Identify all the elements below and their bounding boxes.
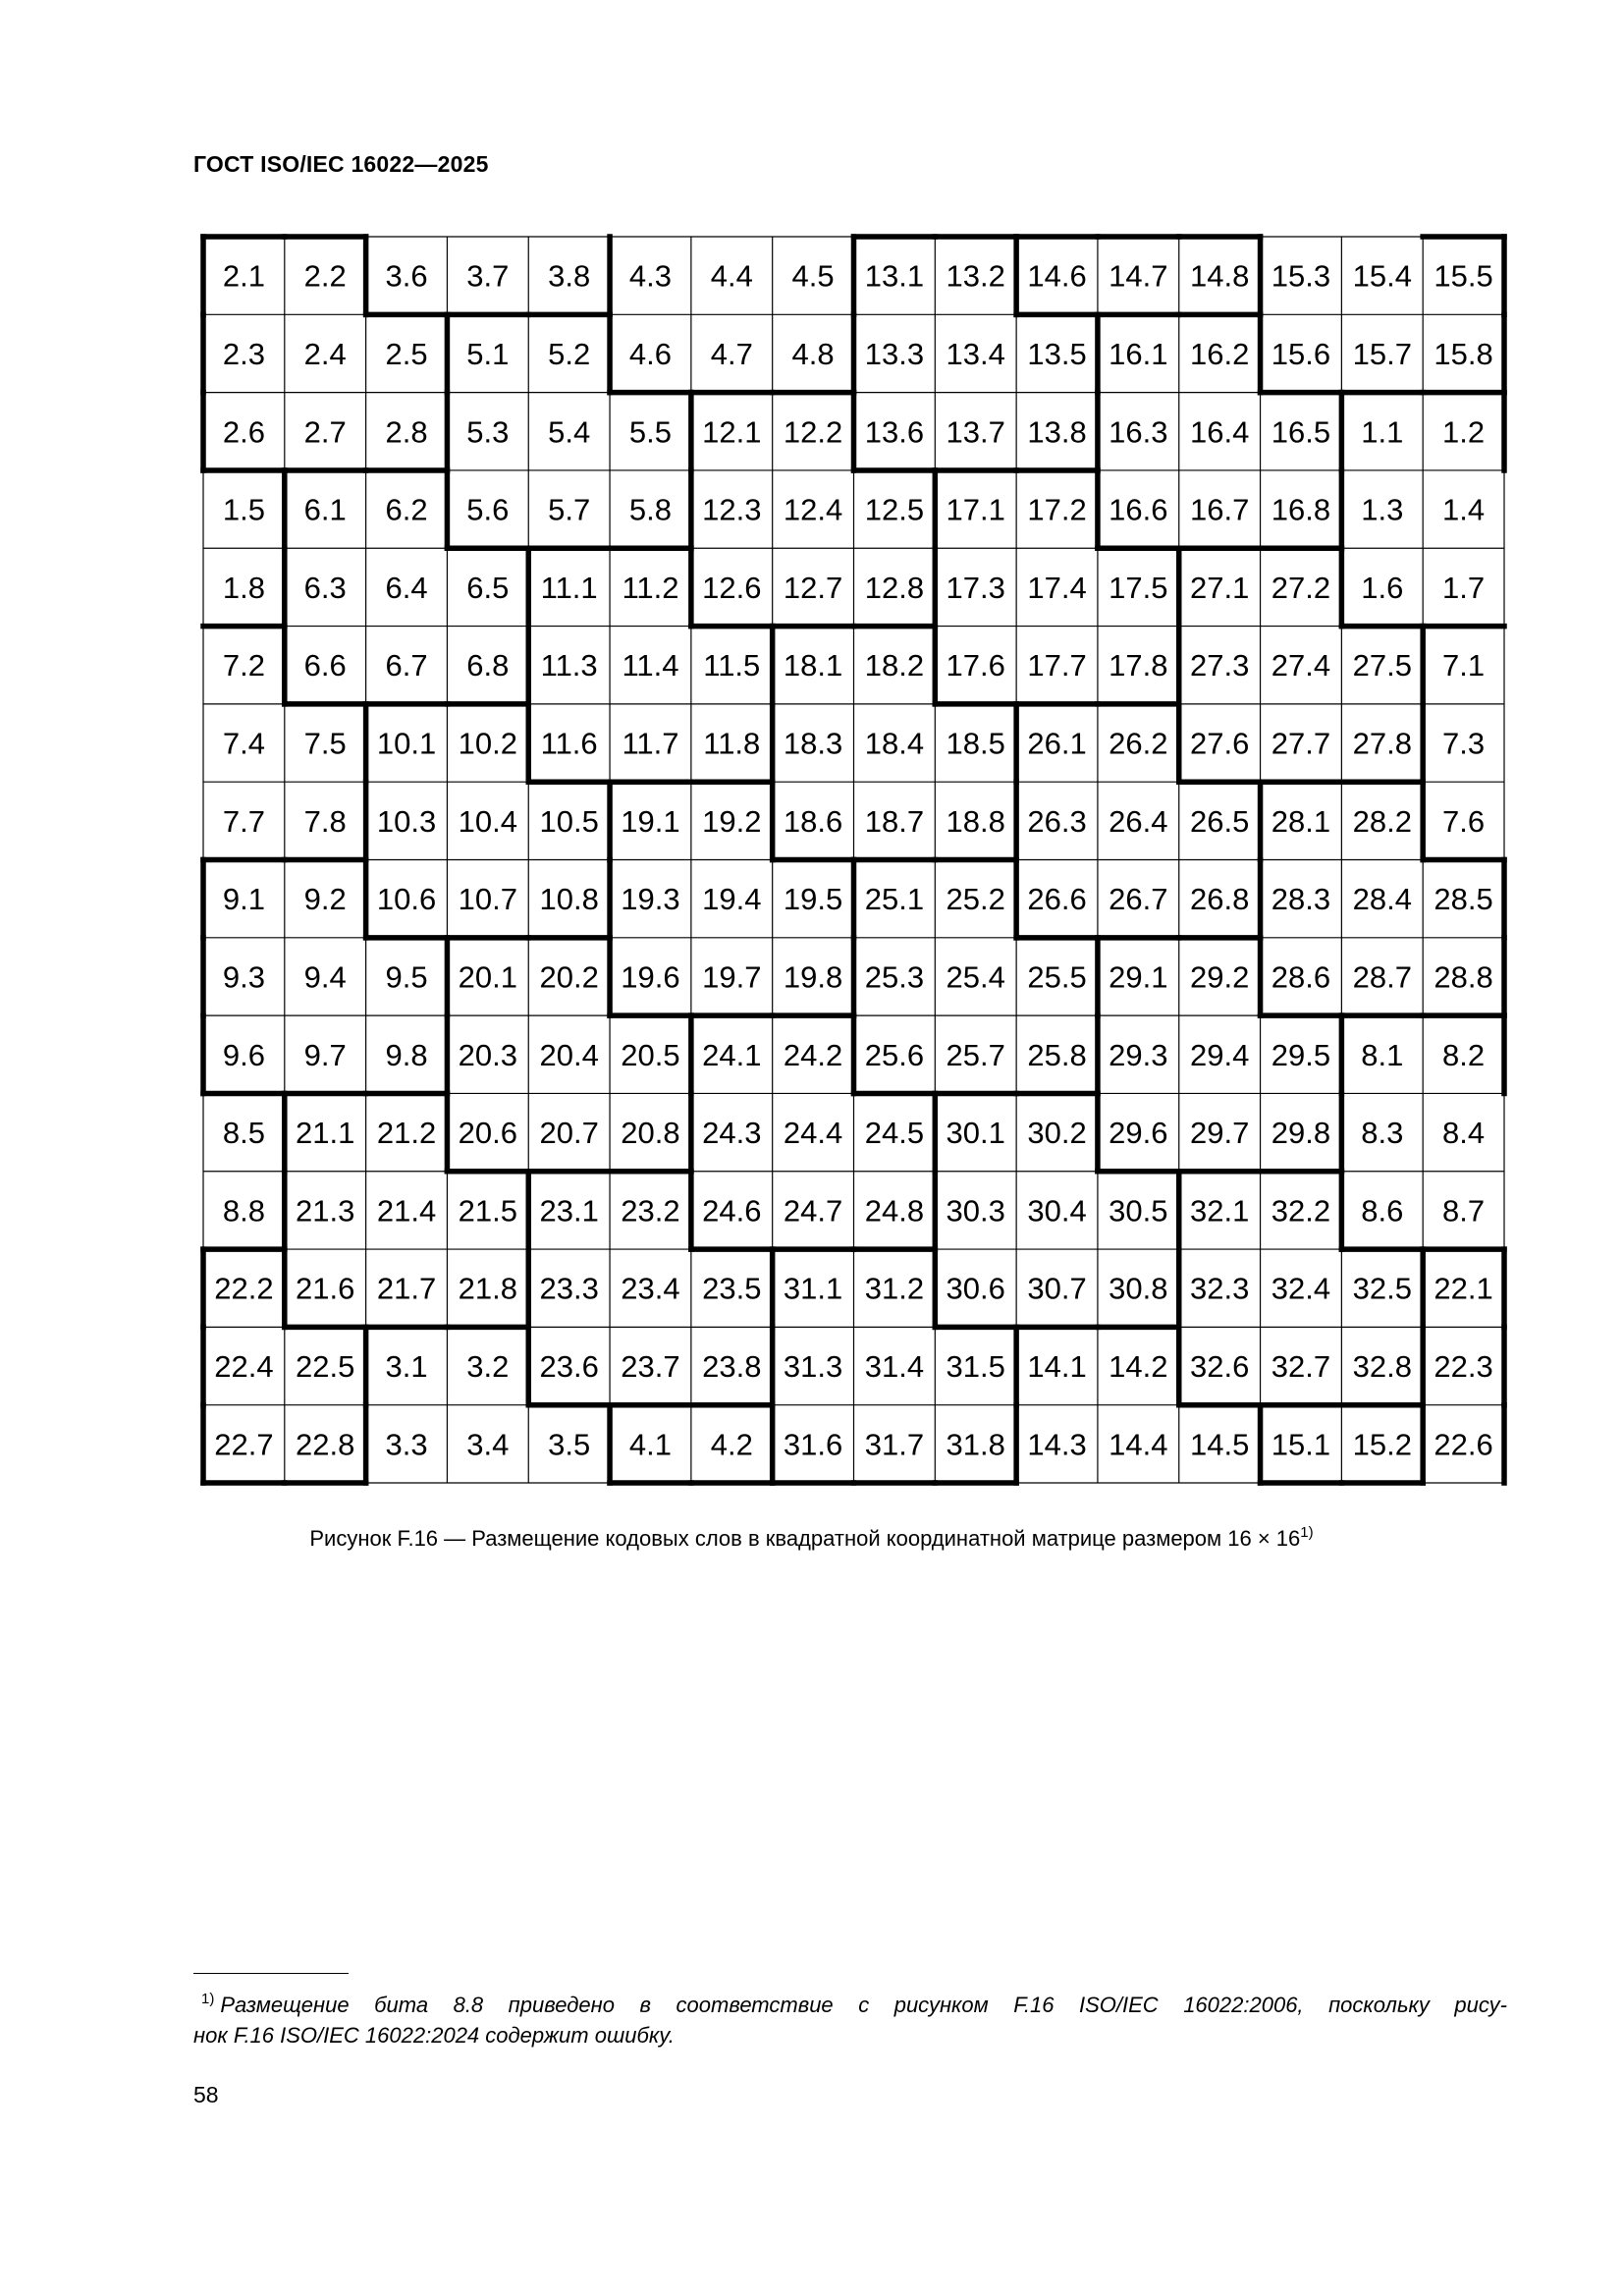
matrix-cell: 8.7: [1442, 1193, 1486, 1229]
matrix-cell: 24.2: [783, 1037, 843, 1072]
matrix-cell: 5.8: [628, 492, 673, 527]
matrix-cell: 16.6: [1109, 492, 1168, 527]
matrix-cell: 14.5: [1189, 1427, 1250, 1462]
matrix-cell: 17.1: [946, 492, 1005, 527]
matrix-cell: 28.5: [1434, 882, 1493, 917]
matrix-cell: 6.2: [385, 492, 428, 527]
matrix-cell: 6.3: [303, 570, 347, 605]
matrix-cell: 12.8: [864, 570, 925, 605]
matrix-cell: 3.1: [385, 1349, 428, 1385]
matrix-cell: 30.2: [1027, 1116, 1087, 1151]
matrix-cell: 3.8: [548, 258, 591, 294]
matrix-cell: 31.2: [864, 1271, 925, 1306]
matrix-cell: 32.1: [1189, 1193, 1250, 1229]
matrix-cell: 25.8: [1027, 1037, 1087, 1072]
matrix-cell: 8.5: [222, 1116, 265, 1151]
matrix-cell: 28.8: [1434, 959, 1493, 995]
matrix-cell: 18.6: [783, 803, 843, 839]
footnote: [193, 1984, 1507, 2050]
matrix-cell: 12.7: [783, 570, 843, 605]
matrix-cell: 7.3: [1442, 726, 1486, 761]
codeword-matrix: [200, 234, 1507, 1486]
matrix-cell: 22.4: [214, 1349, 274, 1385]
matrix-cell: 10.6: [376, 882, 437, 917]
matrix-cell: 14.6: [1027, 258, 1087, 294]
matrix-cell: 19.2: [702, 803, 762, 839]
matrix-cell: 18.1: [783, 648, 843, 683]
matrix-cell: 9.5: [385, 959, 428, 995]
matrix-cell: 17.3: [946, 570, 1005, 605]
matrix-cell: 11.5: [703, 648, 761, 683]
matrix-cell: 14.3: [1027, 1427, 1087, 1462]
matrix-cell: 16.4: [1189, 414, 1250, 450]
matrix-cell: 4.5: [791, 258, 835, 294]
matrix-cell: 22.1: [1434, 1271, 1493, 1306]
matrix-cell: 22.7: [214, 1427, 274, 1462]
matrix-cell: 25.2: [946, 882, 1005, 917]
matrix-cell: 18.2: [864, 648, 925, 683]
matrix-cell: 4.7: [710, 336, 753, 371]
matrix-cell: 25.6: [864, 1037, 925, 1072]
footnote-ref: 1): [201, 1991, 215, 2007]
matrix-cell: 4.1: [628, 1427, 673, 1462]
matrix-cell: 1.2: [1442, 414, 1486, 450]
matrix-cell: 17.6: [946, 648, 1005, 683]
matrix-cell: 31.3: [783, 1349, 843, 1385]
matrix-cell: 21.6: [296, 1271, 355, 1306]
matrix-cell: 3.6: [385, 258, 428, 294]
matrix-cell: 10.3: [376, 803, 437, 839]
matrix-cell: 10.1: [376, 726, 437, 761]
matrix-cell: 32.8: [1352, 1349, 1412, 1385]
matrix-cell: 26.8: [1189, 882, 1250, 917]
matrix-cell: 13.1: [864, 258, 925, 294]
matrix-cell: 15.6: [1271, 336, 1331, 371]
matrix-cell: 1.1: [1361, 414, 1404, 450]
matrix-cell: 26.7: [1109, 882, 1168, 917]
matrix-cell: 1.3: [1361, 492, 1404, 527]
matrix-cell: 32.5: [1352, 1271, 1412, 1306]
matrix-cell: 1.5: [222, 492, 265, 527]
matrix-cell: 29.5: [1271, 1037, 1331, 1072]
matrix-cell: 8.4: [1442, 1116, 1486, 1151]
matrix-cell: 16.5: [1271, 414, 1331, 450]
matrix-cell: 32.6: [1189, 1349, 1250, 1385]
matrix-cell: 15.5: [1434, 258, 1493, 294]
matrix-cell: 32.4: [1271, 1271, 1331, 1306]
matrix-cell: 13.8: [1027, 414, 1087, 450]
matrix-cell: 11.4: [622, 648, 679, 683]
matrix-cell: 32.3: [1189, 1271, 1250, 1306]
matrix-cell: 6.1: [303, 492, 347, 527]
matrix-cell: 27.6: [1189, 726, 1250, 761]
matrix-cell: 24.6: [702, 1193, 762, 1229]
matrix-cell: 5.7: [548, 492, 591, 527]
matrix-cell: 3.4: [466, 1427, 510, 1462]
matrix-cell: 2.7: [303, 414, 347, 450]
matrix-cell: 26.1: [1027, 726, 1087, 761]
matrix-cell: 2.5: [385, 336, 428, 371]
matrix-cell: 28.2: [1352, 803, 1412, 839]
matrix-cell: 15.2: [1352, 1427, 1412, 1462]
matrix-cell: 30.8: [1109, 1271, 1168, 1306]
matrix-cell: 17.5: [1109, 570, 1168, 605]
matrix-cell: 19.4: [702, 882, 762, 917]
matrix-cell: 6.6: [303, 648, 347, 683]
matrix-cell: 13.4: [946, 336, 1005, 371]
matrix-cell: 31.8: [946, 1427, 1005, 1462]
matrix-cell: 12.1: [702, 414, 762, 450]
matrix-cell: 12.3: [702, 492, 762, 527]
matrix-cell: 21.1: [296, 1116, 355, 1151]
matrix-cell: 19.6: [621, 959, 680, 995]
matrix-cell: 16.1: [1109, 336, 1168, 371]
matrix-cell: 29.3: [1109, 1037, 1168, 1072]
matrix-cell: 4.6: [628, 336, 673, 371]
matrix-cell: 19.5: [783, 882, 843, 917]
matrix-cell: 19.8: [783, 959, 843, 995]
matrix-cell: 5.2: [548, 336, 591, 371]
matrix-cell: 12.4: [783, 492, 843, 527]
matrix-cell: 13.3: [864, 336, 925, 371]
matrix-cell: 17.7: [1027, 648, 1087, 683]
matrix-cell: 14.2: [1109, 1349, 1168, 1385]
matrix-cell: 22.2: [214, 1271, 274, 1306]
matrix-cell: 30.3: [946, 1193, 1005, 1229]
matrix-cell: 20.1: [458, 959, 518, 995]
matrix-cell: 14.4: [1109, 1427, 1168, 1462]
matrix-cell: 9.3: [222, 959, 265, 995]
matrix-cell: 5.1: [466, 336, 510, 371]
matrix-cell: 2.1: [222, 258, 265, 294]
matrix-cell: 30.6: [946, 1271, 1005, 1306]
matrix-cell: 10.8: [539, 882, 599, 917]
page-number: 58: [193, 2082, 219, 2107]
matrix-cell: 12.6: [702, 570, 762, 605]
matrix-cell: 21.8: [458, 1271, 518, 1306]
matrix-cell: 20.6: [458, 1116, 518, 1151]
footnote-text-1: Размещение бита 8.8 приведено в соответствие с рисунком F.16 ISO/IEC 16022:2006, поскольку рису-: [220, 1993, 1507, 2017]
matrix-cell: 29.1: [1109, 959, 1168, 995]
matrix-cell: 3.7: [466, 258, 510, 294]
matrix-cell: 29.8: [1271, 1116, 1331, 1151]
matrix-cell: 26.6: [1027, 882, 1087, 917]
matrix-cell: 11.8: [703, 726, 761, 761]
matrix-cell: 9.6: [222, 1037, 265, 1072]
matrix-cell: 30.1: [946, 1116, 1005, 1151]
matrix-cell: 5.6: [466, 492, 510, 527]
matrix-cell: 29.2: [1189, 959, 1250, 995]
matrix-cell: 22.6: [1434, 1427, 1493, 1462]
matrix-cell: 28.7: [1352, 959, 1412, 995]
matrix-cell: 8.3: [1361, 1116, 1404, 1151]
matrix-cell: 23.1: [539, 1193, 599, 1229]
matrix-cell: 17.2: [1027, 492, 1087, 527]
matrix-cell: 12.5: [864, 492, 925, 527]
matrix-cell: 2.4: [303, 336, 347, 371]
matrix-cell: 24.8: [864, 1193, 925, 1229]
matrix-cell: 21.7: [376, 1271, 437, 1306]
matrix-cell: 17.8: [1109, 648, 1168, 683]
matrix-cell: 9.7: [303, 1037, 347, 1072]
matrix-cell: 11.1: [540, 570, 598, 605]
matrix-cell: 27.8: [1352, 726, 1412, 761]
matrix-cell: 27.3: [1189, 648, 1250, 683]
matrix-cell: 28.3: [1271, 882, 1331, 917]
matrix-cell: 9.1: [222, 882, 265, 917]
matrix-cell: 23.4: [621, 1271, 680, 1306]
matrix-cell: 2.2: [303, 258, 347, 294]
matrix-cell: 1.6: [1361, 570, 1404, 605]
matrix-cell: 9.8: [385, 1037, 428, 1072]
matrix-cell: 7.6: [1442, 803, 1486, 839]
matrix-cell: 16.2: [1189, 336, 1250, 371]
matrix-cell: 23.6: [539, 1349, 599, 1385]
matrix-cell: 19.7: [702, 959, 762, 995]
matrix-cell: 32.7: [1271, 1349, 1331, 1385]
matrix-cell: 31.7: [864, 1427, 925, 1462]
matrix-cell: 25.4: [946, 959, 1005, 995]
matrix-cell: 27.4: [1271, 648, 1331, 683]
matrix-cell: 10.2: [458, 726, 518, 761]
matrix-cell: 28.1: [1271, 803, 1331, 839]
matrix-cell: 14.1: [1027, 1349, 1087, 1385]
matrix-cell: 18.7: [864, 803, 925, 839]
matrix-cell: 4.8: [791, 336, 835, 371]
matrix-cell: 22.5: [296, 1349, 355, 1385]
matrix-cell: 23.5: [702, 1271, 762, 1306]
matrix-cell: 3.3: [385, 1427, 428, 1462]
matrix-cell: 7.1: [1442, 648, 1486, 683]
matrix-cell: 5.3: [466, 414, 510, 450]
matrix-cell: 20.3: [458, 1037, 518, 1072]
matrix-cell: 18.5: [946, 726, 1005, 761]
matrix-cell: 15.7: [1352, 336, 1412, 371]
matrix-cell: 6.8: [466, 648, 510, 683]
matrix-cell: 18.3: [783, 726, 843, 761]
matrix-cell: 19.3: [621, 882, 680, 917]
matrix-cell: 16.3: [1109, 414, 1168, 450]
matrix-cell: 25.3: [864, 959, 925, 995]
matrix-cell: 8.6: [1361, 1193, 1404, 1229]
matrix-cell: 24.1: [702, 1037, 762, 1072]
matrix-cell: 7.7: [222, 803, 265, 839]
matrix-cell: 20.8: [621, 1116, 680, 1151]
matrix-cell: 27.7: [1271, 726, 1331, 761]
matrix-cell: 26.4: [1109, 803, 1168, 839]
matrix-cell: 15.4: [1352, 258, 1412, 294]
matrix-cell: 25.5: [1027, 959, 1087, 995]
matrix-cell: 24.5: [864, 1116, 925, 1151]
footnote-separator: [193, 1973, 349, 1974]
matrix-cell: 19.1: [621, 803, 680, 839]
matrix-cell: 14.7: [1109, 258, 1168, 294]
matrix-cell: 18.4: [864, 726, 925, 761]
matrix-cell: 16.7: [1189, 492, 1250, 527]
matrix-cell: 12.2: [783, 414, 843, 450]
matrix-cell: 20.2: [539, 959, 599, 995]
matrix-cell: 13.7: [946, 414, 1005, 450]
matrix-cell: 31.1: [783, 1271, 843, 1306]
matrix-cell: 1.8: [222, 570, 265, 605]
matrix-cell: 11.3: [540, 648, 598, 683]
matrix-cell: 2.3: [222, 336, 265, 371]
matrix-cell: 10.4: [458, 803, 518, 839]
matrix-cell: 11.7: [622, 726, 679, 761]
matrix-cell: 23.7: [621, 1349, 680, 1385]
matrix-cell: 6.5: [466, 570, 510, 605]
matrix-cell: 1.4: [1442, 492, 1486, 527]
matrix-cell: 3.2: [466, 1349, 510, 1385]
matrix-cell: 24.4: [783, 1116, 843, 1151]
matrix-cell: 14.8: [1189, 258, 1250, 294]
matrix-cell: 26.5: [1189, 803, 1250, 839]
matrix-cell: 4.4: [710, 258, 753, 294]
matrix-cell: 8.8: [222, 1193, 265, 1229]
matrix-cell: 9.4: [303, 959, 347, 995]
matrix-cell: 29.4: [1189, 1037, 1250, 1072]
matrix-cell: 28.4: [1352, 882, 1412, 917]
matrix-cell: 22.3: [1434, 1349, 1493, 1385]
matrix-cell: 4.3: [628, 258, 673, 294]
matrix-cell: 15.1: [1271, 1427, 1331, 1462]
matrix-cell: 32.2: [1271, 1193, 1331, 1229]
matrix-cell: 29.6: [1109, 1116, 1168, 1151]
matrix-cell: 6.7: [385, 648, 428, 683]
matrix-cell: 26.3: [1027, 803, 1087, 839]
matrix-cell: 25.1: [864, 882, 925, 917]
matrix-cell: 22.8: [296, 1427, 355, 1462]
matrix-cell: 21.2: [376, 1116, 437, 1151]
matrix-cell: 20.7: [539, 1116, 599, 1151]
matrix-cell: 5.4: [548, 414, 591, 450]
matrix-cell: 11.6: [540, 726, 598, 761]
matrix-cell: 21.5: [458, 1193, 518, 1229]
codeword-matrix-svg: [200, 234, 1507, 1486]
matrix-cell: 10.5: [539, 803, 599, 839]
matrix-cell: 1.7: [1442, 570, 1486, 605]
matrix-cell: 11.2: [622, 570, 679, 605]
matrix-cell: 13.5: [1027, 336, 1087, 371]
matrix-cell: 4.2: [710, 1427, 753, 1462]
figure-caption-text: Рисунок F.16 — Размещение кодовых слов в квадратной координатной матрице размером 16 × 16: [309, 1526, 1301, 1551]
matrix-cell: 20.5: [621, 1037, 680, 1072]
document-header: ГОСТ ISO/IEC 16022—2025: [193, 151, 489, 177]
matrix-cell: 27.1: [1189, 570, 1250, 605]
figure-caption: [0, 1524, 1623, 1552]
matrix-cell: 27.2: [1271, 570, 1331, 605]
matrix-cell: 9.2: [303, 882, 347, 917]
matrix-cell: 21.3: [296, 1193, 355, 1229]
matrix-cell: 6.4: [385, 570, 428, 605]
footnote-line-2: нок F.16 ISO/IEC 16022:2024 содержит ошибку.: [193, 2023, 675, 2048]
matrix-cell: 5.5: [628, 414, 673, 450]
matrix-cell: 13.2: [946, 258, 1005, 294]
matrix-cell: 31.5: [946, 1349, 1005, 1385]
matrix-cell: 7.5: [303, 726, 347, 761]
matrix-cell: 30.4: [1027, 1193, 1087, 1229]
matrix-cell: 26.2: [1109, 726, 1168, 761]
matrix-cell: 29.7: [1189, 1116, 1250, 1151]
footnote-line-1: [193, 1984, 1507, 2020]
matrix-cell: 8.1: [1361, 1037, 1404, 1072]
matrix-cell: 21.4: [376, 1193, 437, 1229]
matrix-cell: 30.5: [1109, 1193, 1168, 1229]
matrix-cell: 15.3: [1271, 258, 1331, 294]
matrix-cell: 18.8: [946, 803, 1005, 839]
matrix-cell: 8.2: [1442, 1037, 1486, 1072]
matrix-cell: 24.3: [702, 1116, 762, 1151]
matrix-cell: 23.2: [621, 1193, 680, 1229]
matrix-cell: 15.8: [1434, 336, 1493, 371]
matrix-cell: 10.7: [458, 882, 518, 917]
matrix-cell: 7.2: [222, 648, 265, 683]
matrix-cell: 20.4: [539, 1037, 599, 1072]
matrix-cell: 28.6: [1271, 959, 1331, 995]
matrix-cell: 13.6: [864, 414, 925, 450]
matrix-cell: 25.7: [946, 1037, 1005, 1072]
matrix-cell: 27.5: [1352, 648, 1412, 683]
matrix-cell: 3.5: [548, 1427, 591, 1462]
caption-footnote-ref: 1): [1300, 1524, 1314, 1541]
matrix-cell: 30.7: [1027, 1271, 1087, 1306]
matrix-cell: 7.8: [303, 803, 347, 839]
matrix-cell: 17.4: [1027, 570, 1087, 605]
matrix-cell: 2.8: [385, 414, 428, 450]
matrix-cell: 31.6: [783, 1427, 843, 1462]
matrix-cell: 24.7: [783, 1193, 843, 1229]
matrix-cell: 16.8: [1271, 492, 1331, 527]
matrix-cell: 23.3: [539, 1271, 599, 1306]
matrix-cell: 7.4: [222, 726, 265, 761]
matrix-cell: 31.4: [864, 1349, 925, 1385]
matrix-cell: 23.8: [702, 1349, 762, 1385]
matrix-cell: 2.6: [222, 414, 265, 450]
